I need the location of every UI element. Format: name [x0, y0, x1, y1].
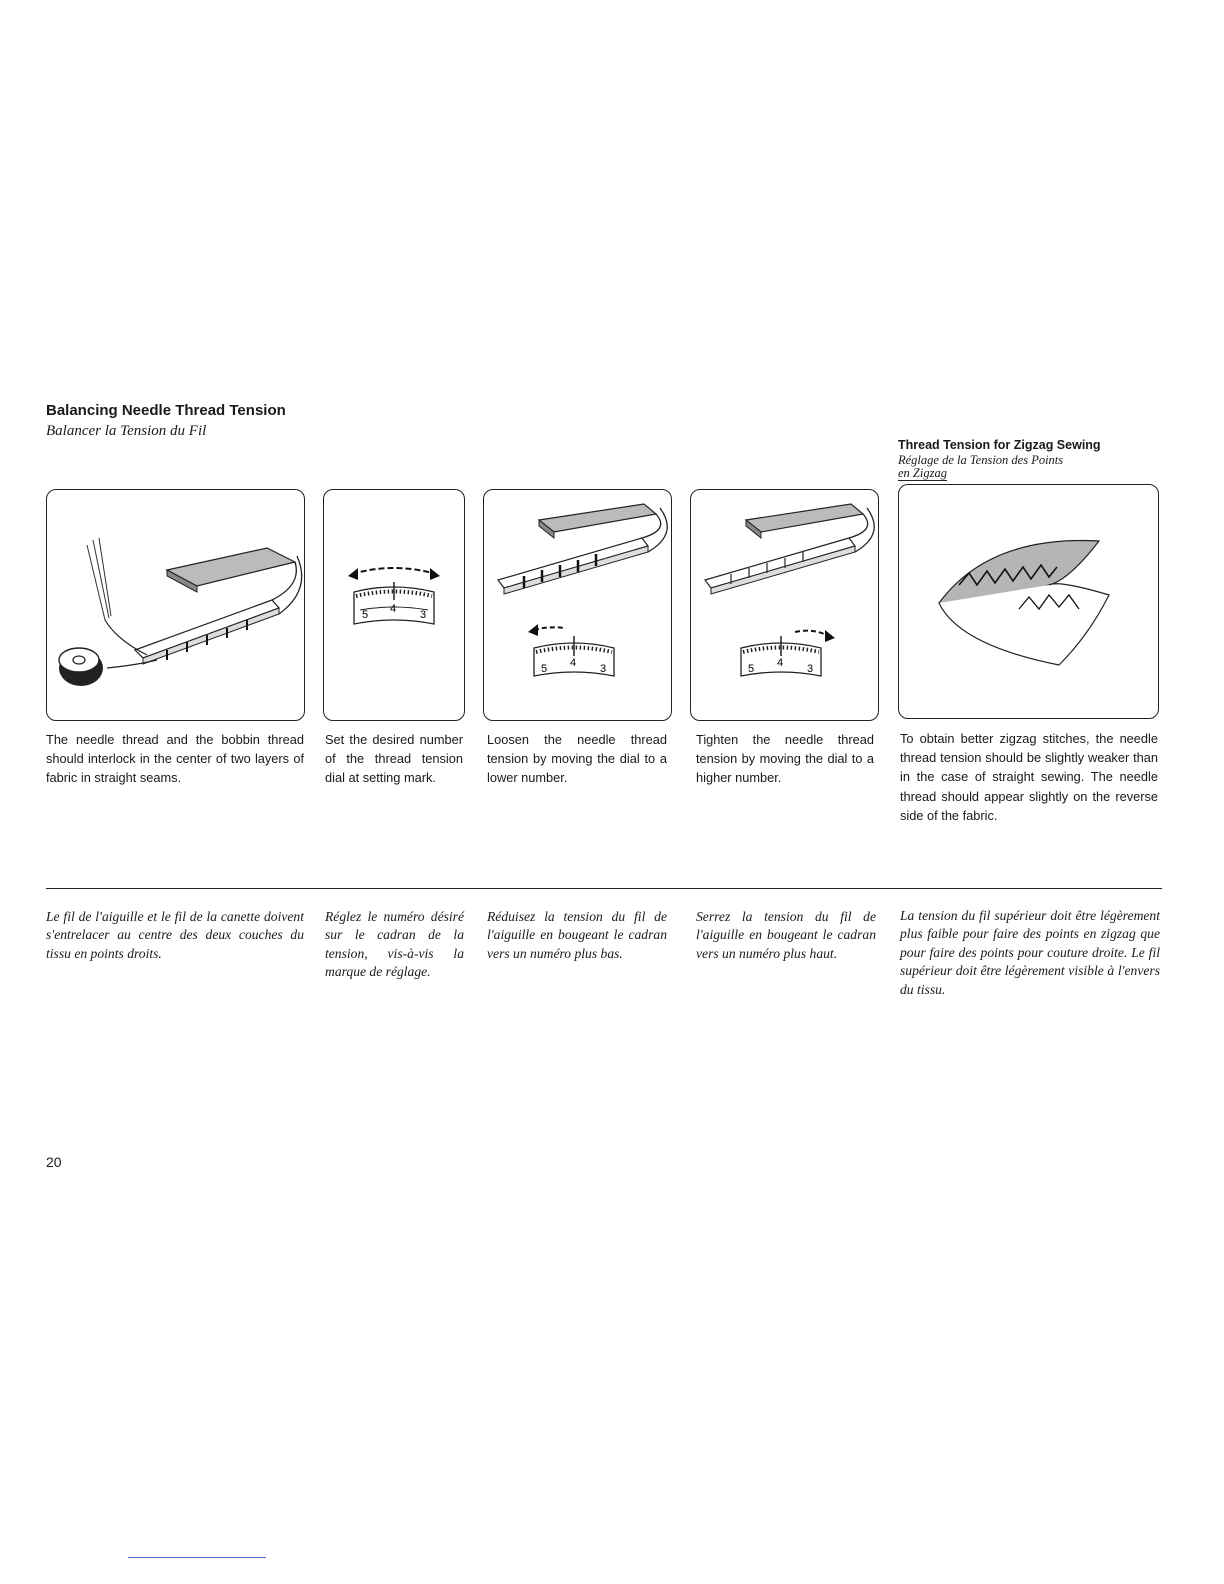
- caption-fr-zigzag: La tension du fil supérieur doit être légèrement plus faible pour faire des points en zigzag que pour faire des points pour couture droite. Le fil supérieur doit être légèrement visible à l'envers du tissu.: [900, 908, 1160, 997]
- page-number: 20: [46, 1154, 62, 1170]
- zigzag-fabric-illustration: [899, 485, 1158, 718]
- dial-number-4: 4: [777, 657, 784, 669]
- dial-number-3: 3: [807, 663, 814, 675]
- dial-number-5: 5: [362, 609, 369, 621]
- caption-fr-tighten: Serrez la tension du fil de l'aiguille en bougeant le cadran vers un numéro plus haut.: [696, 909, 876, 961]
- illustration-panel-loosen: [483, 489, 672, 721]
- illustration-panel-zigzag: [898, 484, 1159, 719]
- illustration-panel-tighten: [690, 489, 879, 721]
- tighten-tension-illustration: [691, 490, 878, 720]
- page-title: Balancing Needle Thread Tension: [46, 402, 286, 419]
- caption-fr-straight-seam: Le fil de l'aiguille et le fil de la canette doivent s'entrelacer au centre des deux couches du tissu en points droits.: [46, 909, 304, 961]
- illustration-panel-straight-seam: [46, 489, 305, 721]
- dial-number-5: 5: [541, 663, 548, 675]
- caption-en-tension-dial: Set the desired number of the thread tension dial at setting mark.: [325, 732, 463, 786]
- straight-seam-illustration: [47, 490, 304, 720]
- caption-en-zigzag: To obtain better zigzag stitches, the needle thread tension should be slightly weaker than in the case of straight sewing. The needle thread should appear slightly on the reverse side of the fabric.: [900, 731, 1158, 823]
- dial-number-4: 4: [390, 603, 397, 615]
- footer-line: [128, 1557, 266, 1558]
- loosen-tension-illustration: [484, 490, 671, 720]
- caption-fr-tension-dial: Réglez le numéro désiré sur le cadran de la tension, vis-à-vis la marque de réglage.: [325, 909, 464, 980]
- page-title-french: Balancer la Tension du Fil: [46, 423, 207, 439]
- zigzag-section-title-french: [898, 454, 1128, 480]
- zigzag-title-french-line2: en Zigzag: [898, 466, 947, 480]
- caption-en-loosen: Loosen the needle thread tension by moving the dial to a lower number.: [487, 732, 667, 786]
- dial-number-3: 3: [600, 663, 607, 675]
- zigzag-section-title: Thread Tension for Zigzag Sewing: [898, 438, 1101, 452]
- caption-fr-loosen: Réduisez la tension du fil de l'aiguille en bougeant le cadran vers un numéro plus bas.: [487, 909, 667, 961]
- illustration-panel-tension-dial: [323, 489, 465, 721]
- section-divider: [46, 888, 1162, 889]
- zigzag-title-french-line1: Réglage de la Tension des Points: [898, 453, 1064, 467]
- dial-number-4: 4: [570, 657, 577, 669]
- tension-dial-illustration: [324, 490, 464, 720]
- dial-number-3: 3: [420, 609, 427, 621]
- dial-number-5: 5: [748, 663, 755, 675]
- caption-en-straight-seam: The needle thread and the bobbin thread should interlock in the center of two layers of fabric in straight seams.: [46, 732, 304, 786]
- caption-en-tighten: Tighten the needle thread tension by moving the dial to a higher number.: [696, 732, 874, 786]
